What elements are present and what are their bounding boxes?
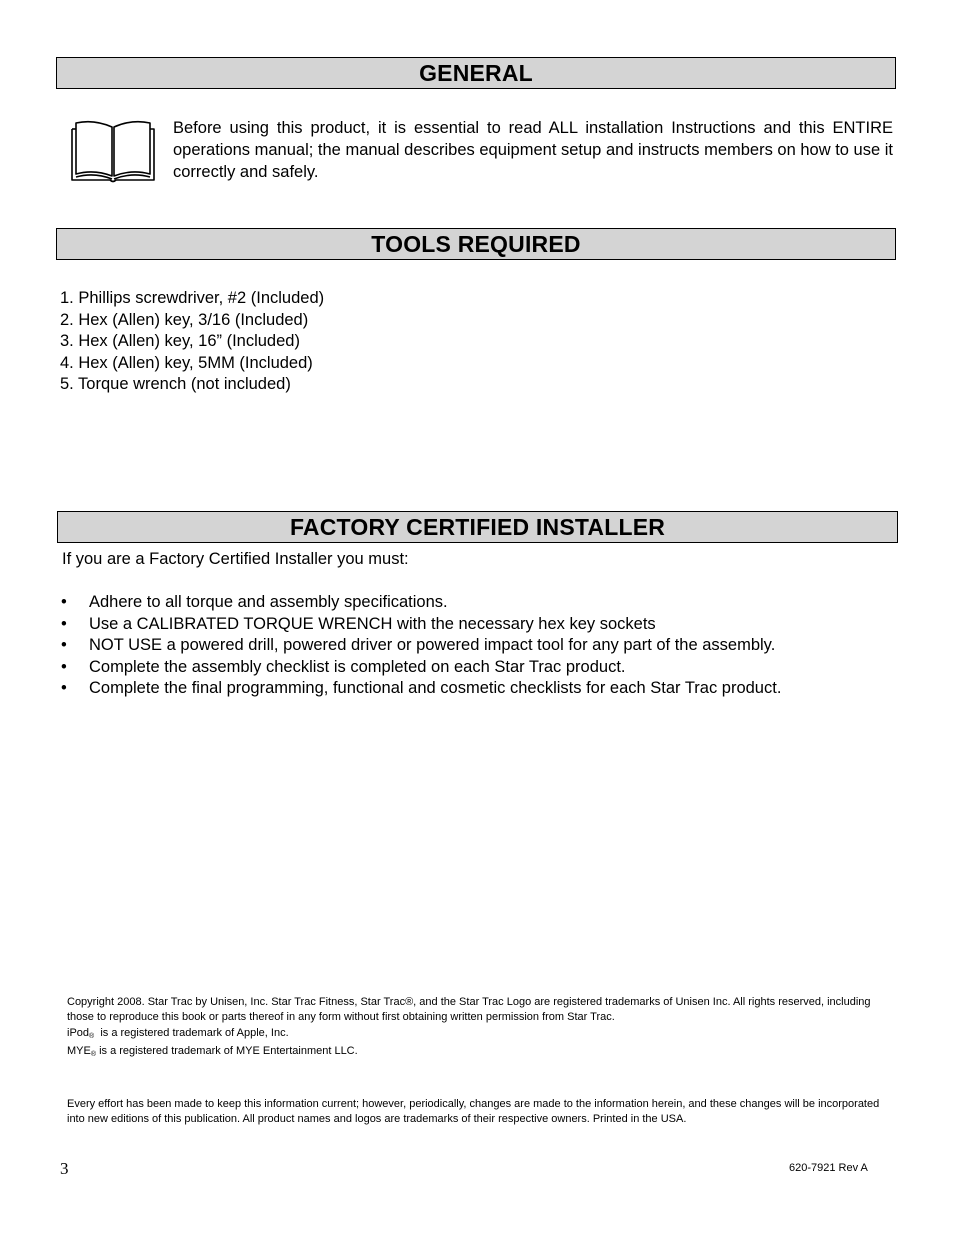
tools-heading <box>56 228 896 260</box>
list-item-text: Complete the final programming, functional and cosmetic checklists for each Star Trac product. <box>89 679 782 698</box>
list-item-text: Complete the assembly checklist is completed on each Star Trac product. <box>89 657 626 676</box>
tools-list <box>60 288 324 396</box>
general-paragraph: Before using this product, it is essential to read ALL installation Instructions and this ENTIRE operations manual; the manual describes equipment setup and instructs members on how to use it correctly and safely. <box>173 119 893 181</box>
list-item-text: Use a CALIBRATED TORQUE WRENCH with the necessary hex key sockets <box>89 614 656 633</box>
tools-heading-text: TOOLS REQUIRED <box>371 230 581 257</box>
list-item <box>60 614 781 636</box>
tool-item: 2. Hex (Allen) key, 3/16 (Included) <box>60 310 309 329</box>
list-item <box>60 657 781 679</box>
disclaimer-notice: Every effort has been made to keep this information current; however, periodically, changes are made to the information herein, and these changes will be incorporated into new editions of this publication. All product names and logos are trademarks of their respective owners. Printed in the USA. <box>67 1098 880 1125</box>
tool-item: 4. Hex (Allen) key, 5MM (Included) <box>60 353 313 372</box>
mye-name: MYE <box>67 1045 91 1057</box>
page-number: 3 <box>60 1159 69 1178</box>
list-item <box>60 635 781 657</box>
registered-mark: ® <box>89 1033 95 1040</box>
installer-heading <box>57 511 898 543</box>
document-id: 620-7921 Rev A <box>789 1162 868 1174</box>
ipod-trademark-notice <box>67 1026 897 1045</box>
bullet-icon: • <box>61 657 67 676</box>
installer-requirements-list <box>60 592 781 700</box>
general-heading-text: GENERAL <box>419 59 533 86</box>
bullet-icon: • <box>61 614 67 633</box>
bullet-icon: • <box>61 593 67 611</box>
installer-heading-text: FACTORY CERTIFIED INSTALLER <box>289 513 666 540</box>
registered-mark: ® <box>90 1051 97 1058</box>
copyright-notice: Copyright 2008. Star Trac by Unisen, Inc. Star Trac Fitness, Star Trac®, and the Star Trac Logo are registered trademarks of Unisen Inc. All rights reserved, including those to reproduce this book or parts thereof in any form without first obtaining written permission from Star Trac. <box>67 996 871 1023</box>
bullet-icon: • <box>61 636 67 655</box>
open-book-icon <box>70 119 156 183</box>
ipod-name: iPod <box>67 1027 90 1039</box>
tool-item: 3. Hex (Allen) key, 16” (Included) <box>60 332 300 351</box>
list-item <box>60 592 781 614</box>
tool-item: 5. Torque wrench (not included) <box>60 375 291 394</box>
general-heading <box>56 57 896 89</box>
bullet-icon: • <box>61 679 67 698</box>
mye-trademark-notice <box>67 1044 897 1063</box>
list-item-text: Adhere to all torque and assembly specifications. <box>89 593 448 611</box>
list-item-text: NOT USE a powered drill, powered driver or powered impact tool for any part of the assembly. <box>89 636 776 655</box>
tool-item: 1. Phillips screwdriver, #2 (Included) <box>60 289 325 307</box>
list-item <box>60 678 781 700</box>
installer-intro: If you are a Factory Certified Installer you must: <box>62 550 409 568</box>
mye-notice-text: is a registered trademark of MYE Entertainment LLC. <box>96 1045 358 1057</box>
ipod-notice-text: is a registered trademark of Apple, Inc. <box>94 1027 289 1039</box>
